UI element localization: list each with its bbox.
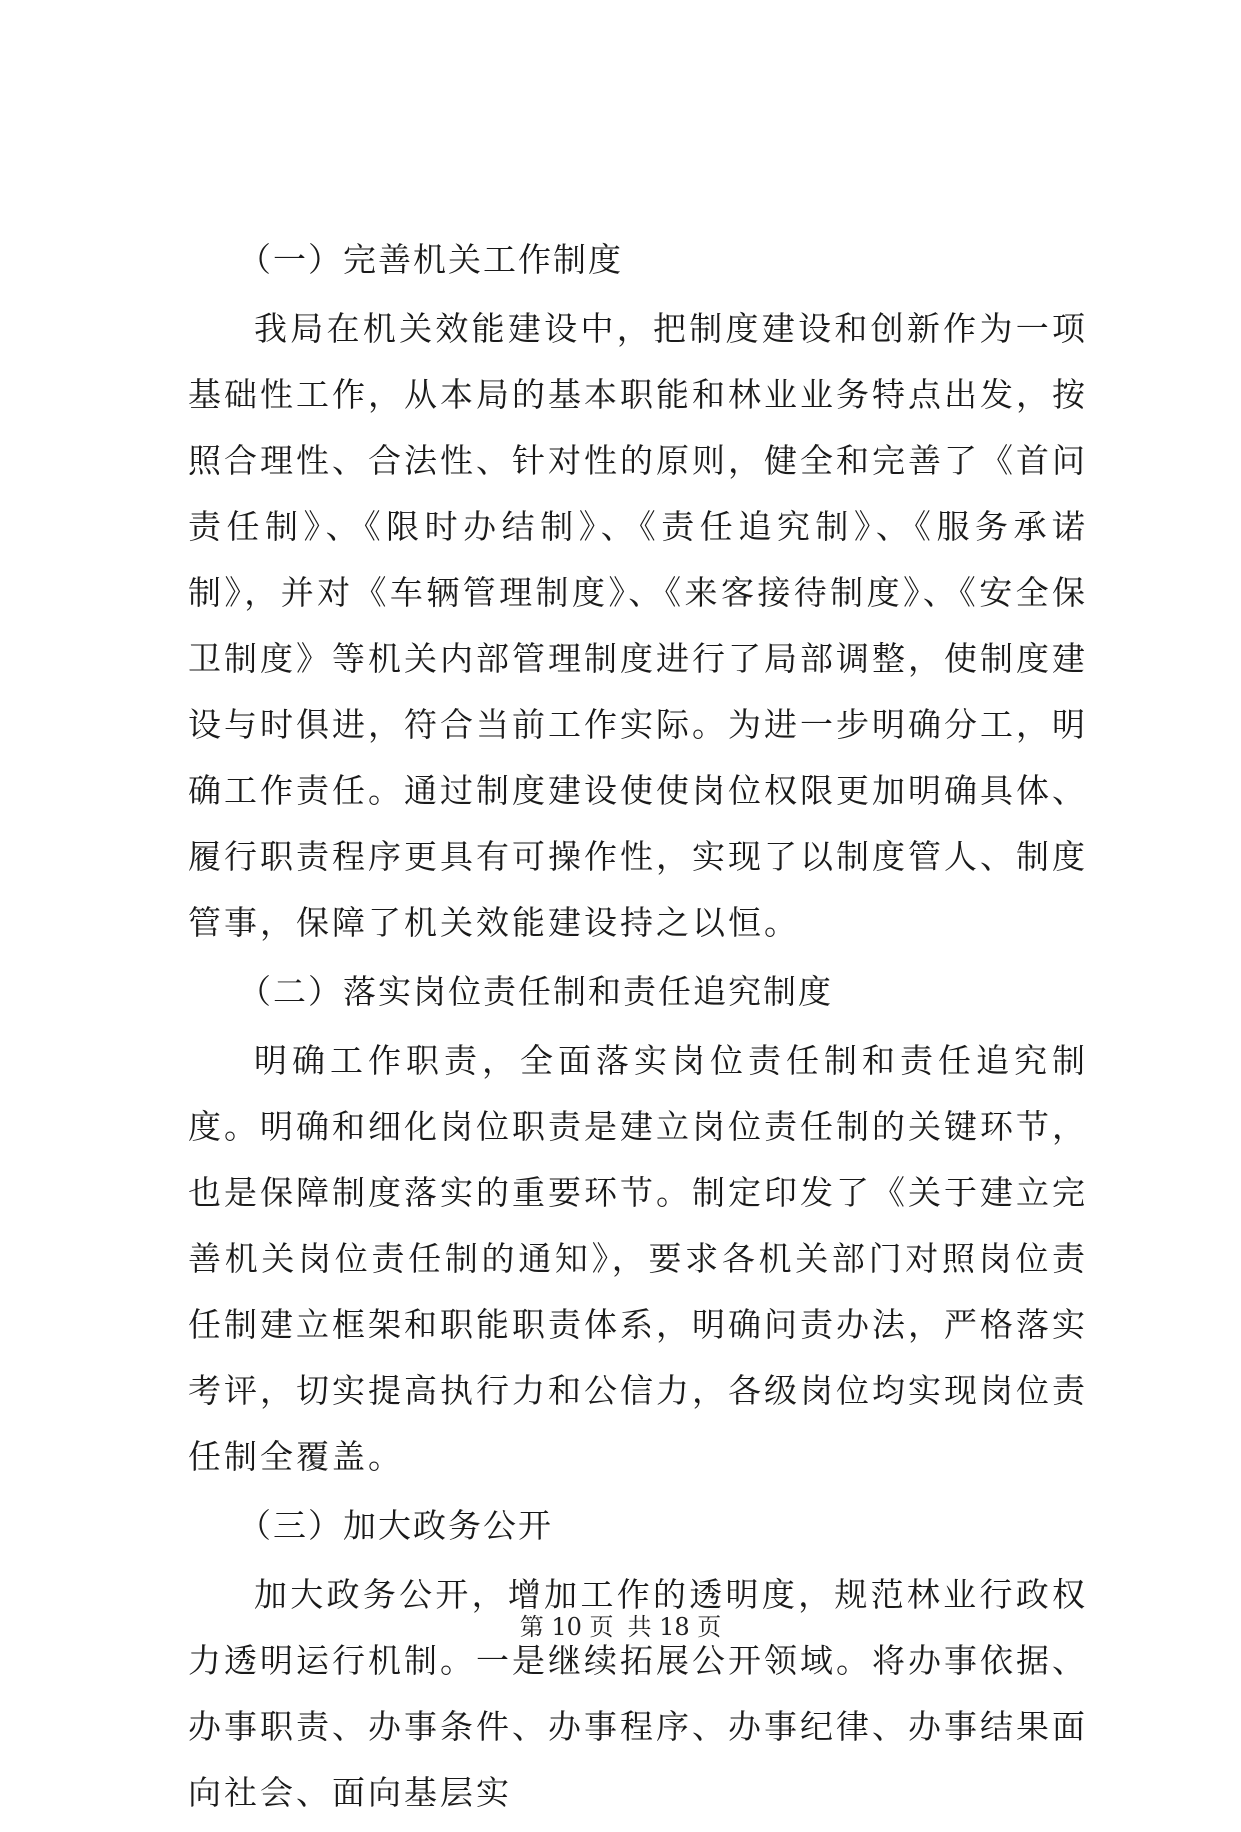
section-heading-1: （一）完善机关工作制度 (238, 240, 623, 279)
page-number-total: 共 18 页 (627, 1613, 722, 1641)
page-footer (0, 1611, 1241, 1643)
document-body (188, 230, 1088, 1832)
section-paragraph-3: 加大政务公开，增加工作的透明度，规范林业行政权力透明运行机制。一是继续拓展公开领域。将办事依据、办事职责、办事条件、办事程序、办事纪律、办事结果面向社会、面向基层实 (188, 1575, 1088, 1812)
section-heading-3: （三）加大政务公开 (238, 1506, 553, 1545)
section-paragraph-1: 我局在机关效能建设中，把制度建设和创新作为一项基础性工作，从本局的基本职能和林业业务特点出发，按照合理性、合法性、针对性的原则，健全和完善了《首问责任制》、《限时办结制》、《责任追究制》、《服务承诺制》，并对《车辆管理制度》、《来客接待制度》、《安全保卫制度》等机关内部管理制度进行了局部调整，使制度建设与时俱进，符合当前工作实际。为进一步明确分工，明确工作责任。通过制度建设使使岗位权限更加明确具体、履行职责程序更具有可操作性，实现了以制度管人、制度管事，保障了机关效能建设持之以恒。 (188, 309, 1088, 942)
page-number-current: 第 10 页 (519, 1613, 614, 1641)
section-paragraph-2: 明确工作职责，全面落实岗位责任制和责任追究制度。明确和细化岗位职责是建立岗位责任制的关键环节，也是保障制度落实的重要环节。制定印发了《关于建立完善机关岗位责任制的通知》，要求各机关部门对照岗位责任制建立框架和职能职责体系，明确问责办法，严格落实考评，切实提高执行力和公信力，各级岗位均实现岗位责任制全覆盖。 (188, 1041, 1088, 1476)
section-heading-2: （二）落实岗位责任制和责任追究制度 (238, 972, 833, 1011)
